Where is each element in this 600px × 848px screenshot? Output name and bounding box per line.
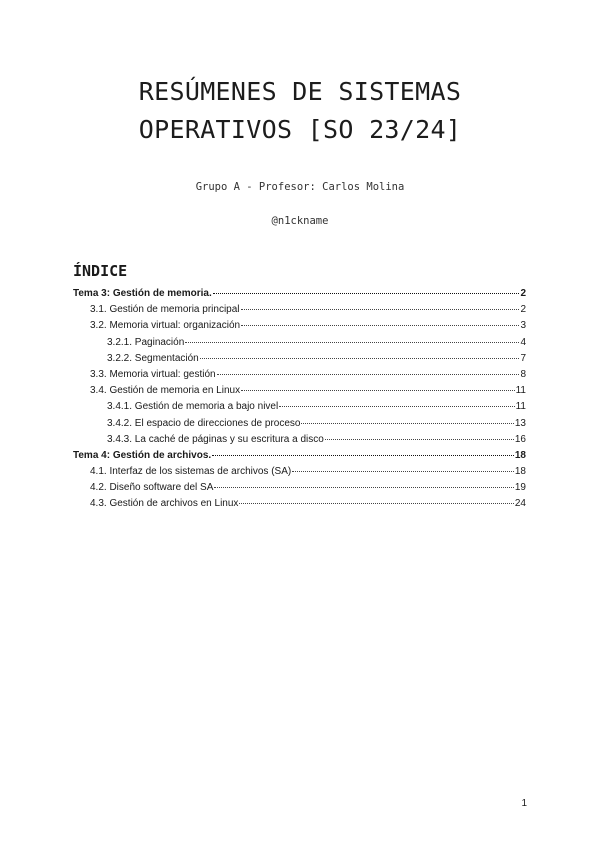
toc-entry-title: 3.4. Gestión de memoria en Linux	[90, 385, 241, 397]
toc-entry-title: 3.2.2. Segmentación	[107, 352, 199, 364]
toc-dot-leader	[292, 471, 514, 472]
document-subtitle: Grupo A - Profesor: Carlos Molina	[195, 181, 405, 193]
toc-entry-page: 18	[514, 449, 526, 461]
toc-entry-page: 11	[515, 401, 526, 413]
author-handle: @n1ckname	[271, 215, 329, 227]
page-number: 1	[521, 798, 527, 809]
toc-entry-page: 19	[514, 482, 526, 494]
toc-entry-page: 24	[514, 498, 526, 510]
toc-entry-title: 3.4.1. Gestión de memoria a bajo nivel	[107, 401, 279, 413]
toc-entry-page: 13	[514, 417, 526, 429]
document-title	[0, 73, 600, 149]
toc-entry[interactable]	[73, 337, 526, 353]
toc-entry-page: 2	[520, 304, 526, 316]
toc-dot-leader	[239, 503, 513, 504]
toc-entry-title: 4.1. Interfaz de los sistemas de archivos (SA)	[90, 466, 292, 478]
toc-entry-title: Tema 3: Gestión de memoria.	[73, 288, 212, 299]
document-title-line-2: OPERATIVOS [SO 23/24]	[138, 115, 462, 144]
toc-entry[interactable]	[73, 304, 526, 320]
document-title-line-1: RESÚMENES DE SISTEMAS	[138, 77, 462, 106]
toc-entry-page: 2	[520, 288, 526, 299]
toc-entry-page: 4	[520, 336, 526, 348]
toc-dot-leader	[325, 439, 514, 440]
toc-dot-leader	[185, 342, 519, 343]
toc-entry-page: 11	[515, 385, 526, 397]
toc-entry-page: 18	[514, 466, 526, 478]
toc-dot-leader	[213, 293, 520, 294]
toc-entry-page: 8	[520, 368, 526, 380]
toc-entry-title: Tema 4: Gestión de archivos.	[73, 449, 212, 461]
toc-heading: ÍNDICE	[73, 262, 128, 280]
toc-entry[interactable]	[73, 434, 526, 450]
toc-entry-page: 3	[520, 320, 526, 332]
toc-dot-leader	[241, 390, 515, 391]
toc-entry[interactable]	[73, 401, 526, 417]
toc-dot-leader	[212, 455, 514, 456]
toc-entry[interactable]	[73, 498, 526, 514]
toc-dot-leader	[200, 358, 520, 359]
toc-entry[interactable]	[73, 369, 526, 385]
toc-dot-leader	[241, 309, 520, 310]
toc-dot-leader	[214, 487, 513, 488]
toc-entry[interactable]	[73, 450, 526, 466]
toc-entry[interactable]	[73, 288, 526, 304]
toc-dot-leader	[217, 374, 520, 375]
toc-entry[interactable]	[73, 482, 526, 498]
toc-entry-title: 3.2. Memoria virtual: organización	[90, 320, 241, 332]
toc-entry[interactable]	[73, 385, 526, 401]
toc-entry[interactable]	[73, 418, 526, 434]
toc-entry[interactable]	[73, 320, 526, 336]
toc-entry-title: 4.2. Diseño software del SA	[90, 482, 214, 494]
toc-entry-title: 3.4.3. La caché de páginas y su escritura a disco	[107, 433, 324, 445]
table-of-contents	[73, 288, 526, 515]
toc-entry[interactable]	[73, 466, 526, 482]
toc-entry-title: 3.4.2. El espacio de direcciones de proceso	[107, 417, 301, 429]
toc-dot-leader	[301, 423, 513, 424]
toc-entry-title: 3.1. Gestión de memoria principal	[90, 304, 240, 316]
toc-dot-leader	[279, 406, 514, 407]
toc-entry-page: 16	[514, 433, 526, 445]
toc-entry[interactable]	[73, 353, 526, 369]
toc-entry-title: 4.3. Gestión de archivos en Linux	[90, 498, 239, 510]
toc-dot-leader	[241, 325, 519, 326]
toc-entry-page: 7	[520, 352, 526, 364]
toc-entry-title: 3.3. Memoria virtual: gestión	[90, 368, 216, 380]
toc-entry-title: 3.2.1. Paginación	[107, 336, 185, 348]
